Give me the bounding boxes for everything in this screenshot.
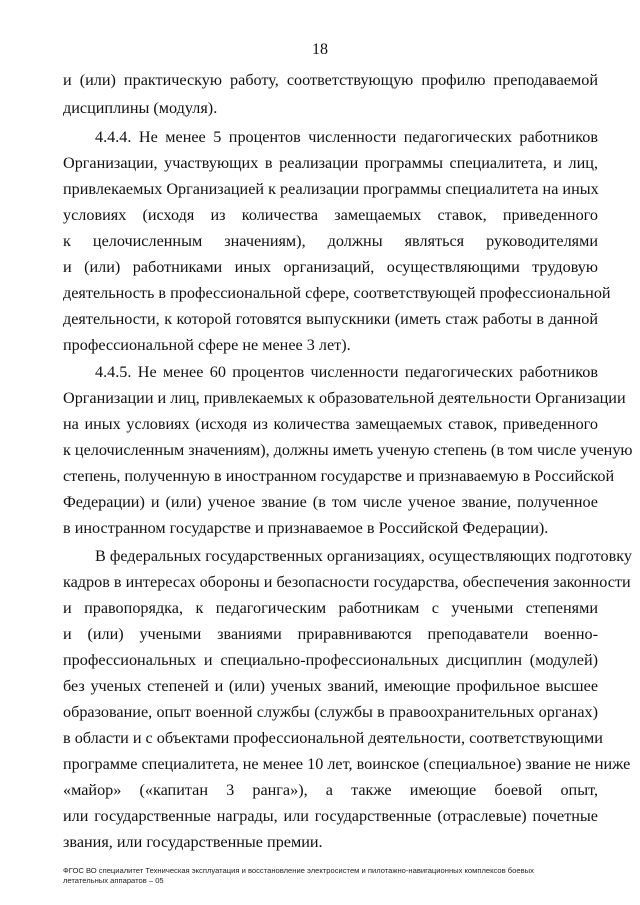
text-line: В федеральных государственных организациях, осуществляющих подготовку <box>95 547 632 565</box>
text-line: в области и с объектами профессиональной деятельности, соответствующими <box>63 729 603 747</box>
text-line: образование, опыт военной службы (службы в правоохранительных органах) <box>63 703 598 721</box>
text-line: профессиональных и специально-профессиональных дисциплин (модулей) <box>63 651 598 669</box>
text-line: в иностранном государстве и признаваемое в Российской Федерации). <box>63 519 549 537</box>
page-number: 18 <box>312 41 328 58</box>
text-line: без ученых степеней и (или) ученых званий, имеющие профильное высшее <box>63 677 598 695</box>
text-line: 4.4.5. Не менее 60 процентов численности педагогических работников <box>95 363 598 381</box>
text-line: профессиональной сфере не менее 3 лет). <box>63 336 351 354</box>
text-line: и (или) учеными званиями приравниваются преподаватели военно- <box>63 625 598 643</box>
text-line: степень, полученную в иностранном государстве и признаваемую в Российской <box>63 467 615 485</box>
text-line: звания, или государственные премии. <box>63 833 323 851</box>
text-line: деятельность в профессиональной сфере, соответствующей профессиональной <box>63 284 611 302</box>
footer-line: ФГОС ВО специалитет Техническая эксплуатация и восстановление электросистем и пилотажно-навигационных комплексов боевых <box>63 866 534 875</box>
text-line: Организации, участвующих в реализации программы специалитета, и лиц, <box>63 154 598 172</box>
text-line: Организации и лиц, привлекаемых к образовательной деятельности Организации <box>63 389 626 407</box>
text-line: к целочисленным значениям), должны являться руководителями <box>63 232 598 250</box>
text-line: условиях (исходя из количества замещаемых ставок, приведенного <box>63 206 598 224</box>
text-line: привлекаемых Организацией к реализации программы специалитета на иных <box>63 180 599 198</box>
text-line: к целочисленным значениям), должны иметь ученую степень (в том числе ученую <box>63 441 633 459</box>
text-line: и (или) практическую работу, соответствующую профилю преподаваемой <box>63 71 598 89</box>
text-line: и (или) работниками иных организаций, осуществляющими трудовую <box>63 258 598 276</box>
text-line: кадров в интересах обороны и безопасности государства, обеспечения законности <box>63 573 631 591</box>
text-line: и правопорядка, к педагогическим работникам с учеными степенями <box>63 599 598 617</box>
text-line: на иных условиях (исходя из количества замещаемых ставок, приведенного <box>63 415 598 433</box>
text-line: деятельности, к которой готовятся выпускники (иметь стаж работы в данной <box>63 310 598 328</box>
text-line: «майор» («капитан 3 ранга»), а также имеющие боевой опыт, <box>63 781 598 799</box>
text-line: или государственные награды, или государственные (отраслевые) почетные <box>63 807 598 825</box>
text-line: программе специалитета, не менее 10 лет, воинское (специальное) звание не ниже <box>63 755 631 773</box>
footer-line: летательных аппаратов – 05 <box>63 876 164 885</box>
text-line: дисциплины (модуля). <box>63 99 218 117</box>
text-line: Федерации) и (или) ученое звание (в том числе ученое звание, полученное <box>63 493 598 511</box>
text-line: 4.4.4. Не менее 5 процентов численности педагогических работников <box>95 128 598 146</box>
